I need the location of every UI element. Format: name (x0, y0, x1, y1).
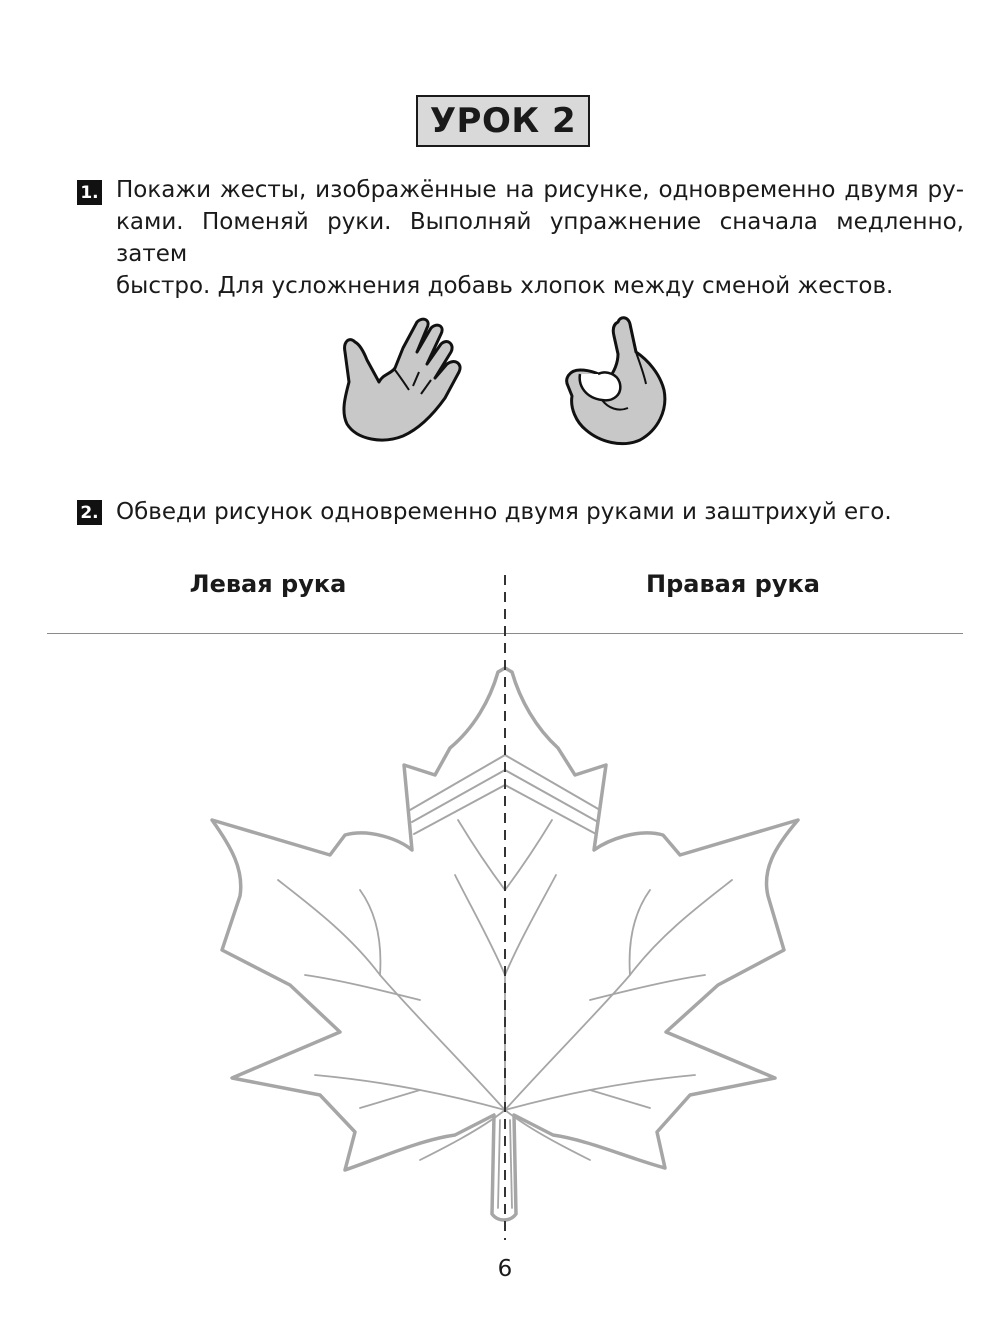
task-1-text (116, 174, 964, 302)
right-hand-label: Правая рука (646, 570, 820, 598)
task-1-line-3: быстро. Для усложнения добавь хлопок между сменой жестов. (116, 273, 894, 299)
task-1-line-1: Покажи жесты, изображённые на рисунке, одновременно двумя ру- (116, 177, 964, 203)
task-2-line-1: Обведи рисунок одновременно двумя руками и заштрихуй его. (116, 499, 892, 525)
task-2-text (116, 496, 964, 528)
lesson-title: УРОК 2 (416, 95, 590, 147)
task-1-line-2: ками. Поменяй руки. Выполняй упражнение сначала медленно, затем (116, 209, 964, 267)
open-palm-icon (335, 312, 465, 447)
task-1-number: 1. (77, 180, 102, 205)
page-number: 6 (497, 1256, 513, 1282)
ok-gesture-icon (562, 312, 672, 447)
left-hand-label: Левая рука (189, 570, 347, 598)
maple-leaf-drawing (0, 560, 1000, 1250)
task-2-number: 2. (77, 500, 102, 525)
